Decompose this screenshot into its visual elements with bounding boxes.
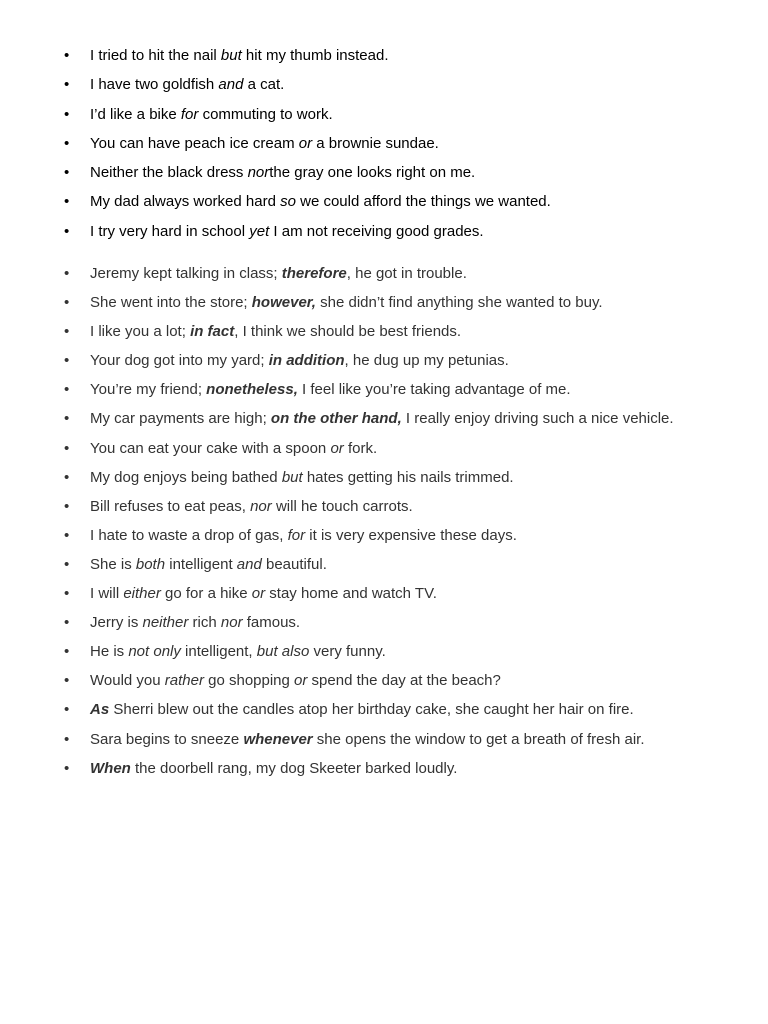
sentence-text: I feel like you’re taking advantage of me. — [297, 381, 571, 399]
conjunction-keyword: either — [123, 585, 161, 603]
sentence-text: Jerry is — [90, 614, 143, 632]
conjunction-keyword: nor — [250, 497, 272, 515]
conjunction-keyword: on the other hand, — [270, 410, 402, 428]
sentence-text: I tried to hit the nail — [90, 47, 221, 64]
list-item — [0, 380, 768, 409]
list-item — [0, 293, 768, 322]
conjunction-keyword: not only — [128, 643, 181, 661]
sentence-text: stay home and watch TV. — [265, 585, 437, 603]
bullet-icon: • — [64, 164, 70, 182]
bullet-icon: • — [64, 759, 70, 777]
list-item — [0, 700, 768, 729]
conjunction-keyword: both — [135, 555, 166, 573]
sentence-text: beautiful. — [261, 555, 327, 573]
bullet-icon: • — [64, 672, 70, 690]
sentence-text: very funny. — [309, 643, 386, 661]
conjunction-keyword: or — [294, 672, 308, 690]
sentence-text: famous. — [242, 614, 301, 632]
bullet-icon: • — [64, 497, 70, 515]
list-item — [0, 555, 768, 584]
list-item — [0, 759, 768, 788]
sentence-text: He is — [90, 643, 129, 661]
sentence-text: I will — [90, 585, 124, 603]
sentence-text: she didn’t find anything she wanted to buy. — [315, 294, 603, 312]
list-item — [0, 526, 768, 555]
list-item — [0, 351, 768, 380]
bullet-icon: • — [64, 265, 70, 282]
conjunction-keyword: so — [280, 193, 296, 211]
list-item — [0, 134, 768, 163]
sentence-text: Bill refuses to eat peas, — [90, 497, 251, 515]
list-item — [0, 439, 768, 468]
list-item — [0, 584, 768, 613]
list-item — [0, 222, 768, 251]
bullet-icon: • — [64, 294, 70, 312]
sentence-text: it is very expensive these days. — [305, 526, 517, 544]
list-item — [0, 105, 768, 134]
conjunction-keyword: nor — [247, 164, 270, 182]
conjunction-keyword: and — [236, 555, 262, 573]
sentence-text: , I think we should be best friends. — [234, 323, 462, 341]
sentence-text: will he touch carrots. — [271, 497, 413, 515]
list-item — [0, 409, 768, 438]
coordinating-conjunction-list — [0, 46, 768, 251]
sentence-text: She is — [90, 555, 136, 573]
bullet-icon: • — [64, 222, 70, 240]
sentence-text: hit my thumb instead. — [241, 47, 389, 64]
sentence-text: the doorbell rang, my dog Skeeter barked loudly. — [130, 759, 458, 777]
bullet-icon: • — [64, 555, 70, 573]
sentence-text: hates getting his nails trimmed. — [302, 468, 514, 486]
sentence-text: , he got in trouble. — [346, 265, 467, 282]
sentence-text: You’re my friend; — [90, 381, 207, 399]
list-item — [0, 163, 768, 192]
sentence-text: Would you — [90, 672, 165, 690]
conjunction-keyword: neither — [142, 614, 189, 632]
bullet-icon: • — [64, 701, 70, 719]
bullet-icon: • — [64, 105, 70, 123]
list-item — [0, 613, 768, 642]
sentence-text: a brownie sundae. — [312, 134, 439, 152]
sentence-text: commuting to work. — [198, 105, 333, 123]
conjunction-keyword: As — [90, 701, 110, 719]
sentence-text: spend the day at the beach? — [307, 672, 501, 690]
sentence-text: Sherri blew out the candles atop her birthday cake, she caught her hair on fire. — [109, 701, 634, 719]
sentence-text: I am not receiving good grades. — [269, 222, 484, 240]
sentence-text: a cat. — [243, 76, 285, 94]
list-item — [0, 322, 768, 351]
conjunction-keyword: When — [90, 759, 131, 777]
sentence-text: She went into the store; — [90, 294, 252, 312]
conjunction-keyword: or — [298, 134, 313, 152]
conjunction-keyword: however, — [251, 294, 316, 312]
bullet-icon: • — [64, 439, 70, 457]
conjunction-keyword: but — [220, 47, 242, 64]
conjunction-keyword: rather — [164, 672, 204, 690]
conjunction-keyword: but also — [256, 643, 310, 661]
bullet-icon: • — [64, 730, 70, 748]
list-item — [0, 671, 768, 700]
bullet-icon: • — [64, 410, 70, 428]
sentence-text: go for a hike — [160, 585, 252, 603]
sentence-text: My dog enjoys being bathed — [90, 468, 282, 486]
conjunction-keyword: in fact — [190, 323, 235, 341]
sentence-text: the gray one looks right on me. — [269, 164, 476, 182]
conjunction-keyword: therefore — [281, 265, 347, 282]
bullet-icon: • — [64, 47, 70, 64]
list-item — [0, 75, 768, 104]
sentence-text: I try very hard in school — [90, 222, 250, 240]
sentence-text: intelligent, — [180, 643, 257, 661]
conjunction-keyword: for — [287, 526, 306, 544]
list-item — [0, 730, 768, 759]
conjunction-keyword: or — [251, 585, 266, 603]
bullet-icon: • — [64, 76, 70, 94]
list-item — [0, 468, 768, 497]
list-item — [0, 192, 768, 221]
list-item — [0, 497, 768, 526]
bullet-icon: • — [64, 643, 70, 661]
sentence-text: , he dug up my petunias. — [344, 352, 509, 370]
sentence-text: My dad always worked hard — [90, 193, 281, 211]
bullet-icon: • — [64, 614, 70, 632]
conjunction-keyword: whenever — [243, 730, 313, 748]
conjunction-keyword: nonetheless, — [206, 381, 298, 399]
sentence-text: I’d like a bike — [90, 105, 181, 123]
sentence-text: Neither the black dress — [90, 164, 248, 182]
sentence-text: go shopping — [203, 672, 295, 690]
sentence-text: I like you a lot; — [90, 323, 191, 341]
sentence-text: You can have peach ice cream — [90, 134, 299, 152]
conjunction-keyword: but — [281, 468, 303, 486]
bullet-icon: • — [64, 585, 70, 603]
sentence-text: Jeremy kept talking in class; — [90, 265, 282, 282]
bullet-icon: • — [64, 381, 70, 399]
conjunction-keyword: or — [330, 439, 344, 457]
sentence-text: You can eat your cake with a spoon — [90, 439, 331, 457]
conjunction-keyword: yet — [249, 222, 270, 240]
bullet-icon: • — [64, 134, 70, 152]
conjunction-keyword: in addition — [268, 352, 345, 370]
conjunction-keyword: nor — [220, 614, 243, 632]
sentence-text: Sara begins to sneeze — [90, 730, 244, 748]
bullet-icon: • — [64, 323, 70, 341]
sentence-text: intelligent — [165, 555, 237, 573]
conjunction-keyword: for — [180, 105, 199, 123]
sentence-text: we could afford the things we wanted. — [295, 193, 551, 211]
bullet-icon: • — [64, 193, 70, 211]
conjunction-examples-list — [0, 264, 768, 788]
list-item — [0, 46, 768, 75]
sentence-text: rich — [188, 614, 221, 632]
sentence-text: Your dog got into my yard; — [90, 352, 269, 370]
bullet-icon: • — [64, 468, 70, 486]
conjunction-keyword: and — [218, 76, 244, 94]
list-item — [0, 264, 768, 293]
sentence-text: I have two goldfish — [90, 76, 219, 94]
bullet-icon: • — [64, 352, 70, 370]
sentence-text: I really enjoy driving such a nice vehicle. — [401, 410, 674, 428]
sentence-text: she opens the window to get a breath of fresh air. — [312, 730, 645, 748]
bullet-icon: • — [64, 526, 70, 544]
sentence-text: My car payments are high; — [90, 410, 271, 428]
sentence-text: fork. — [343, 439, 378, 457]
sentence-text: I hate to waste a drop of gas, — [90, 526, 288, 544]
list-item — [0, 642, 768, 671]
